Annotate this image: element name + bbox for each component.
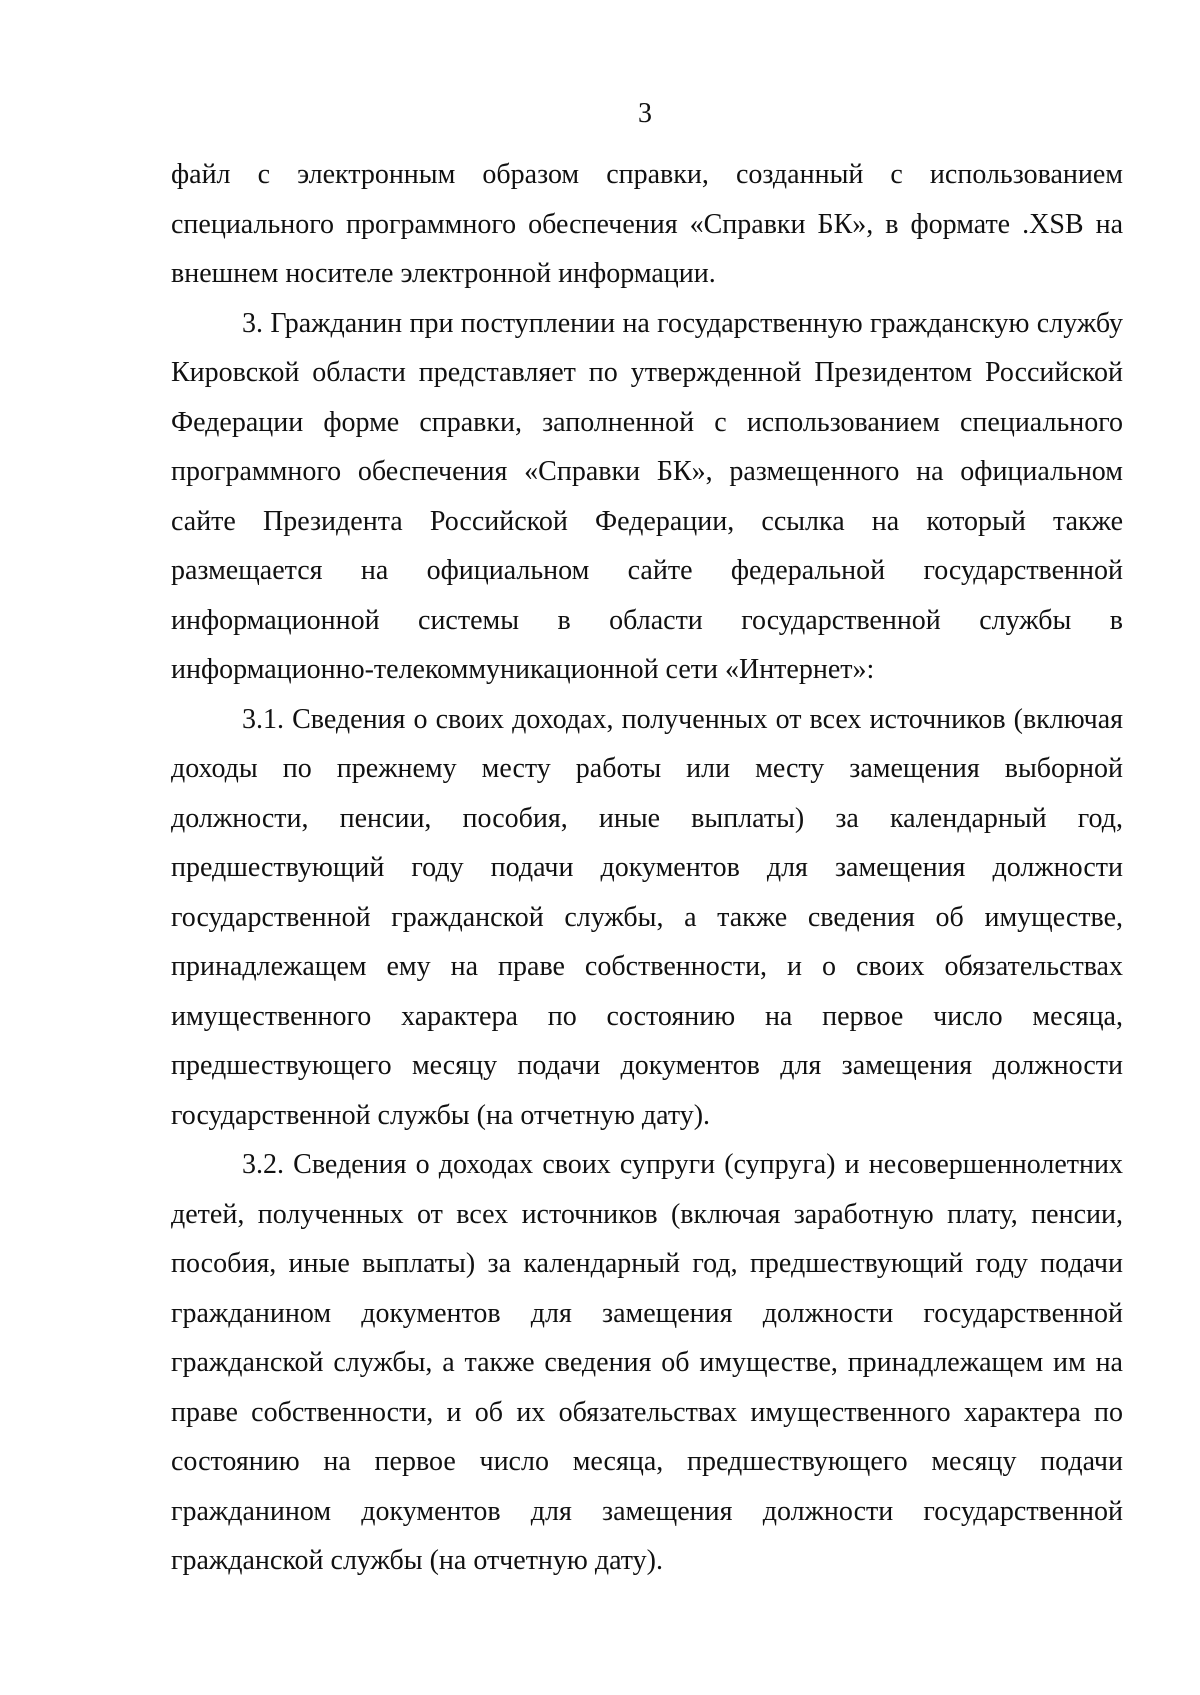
paragraph-continuation: файл с электронным образом справки, созданный с использованием специального программного обеспечения «Справки БК», в формате .XSB на внешнем носителе электронной информации. [171,159,1123,289]
paragraph-3: 3. Гражданин при поступлении на государственную гражданскую службу Кировской области представляет по утвержденной Президентом Российской Федерации форме справки, заполненной с использованием специального программного обеспечения «Справки БК», размещенного на официальном сайте Президента Российской Федерации, ссылка на который также размещается на официальном сайте федеральной государственной информационной системы в области государственной службы в информационно-телекоммуникационной сети «Интернет»: [171,307,1123,685]
page-number: 3 [638,98,652,129]
document-body [171,150,1123,1586]
paragraph-3-1: 3.1. Сведения о своих доходах, полученных от всех источников (включая доходы по прежнему месту работы или месту замещения выборной должности, пенсии, пособия, иные выплаты) за календарный год, предшествующий году подачи документов для замещения должности государственной гражданской службы, а также сведения об имуществе, принадлежащем ему на праве собственности, и о своих обязательствах имущественного характера по состоянию на первое число месяца, предшествующего месяцу подачи документов для замещения должности государственной службы (на отчетную дату). [171,703,1123,1131]
paragraph-3-2: 3.2. Сведения о доходах своих супруги (супруга) и несовершеннолетних детей, полученных от всех источников (включая заработную плату, пенсии, пособия, иные выплаты) за календарный год, предшествующий году подачи гражданином документов для замещения должности государственной гражданской службы, а также сведения об имуществе, принадлежащем им на праве собственности, и об их обязательствах имущественного характера по состоянию на первое число месяца, предшествующего месяцу подачи гражданином документов для замещения должности государственной гражданской службы (на отчетную дату). [171,1149,1123,1576]
